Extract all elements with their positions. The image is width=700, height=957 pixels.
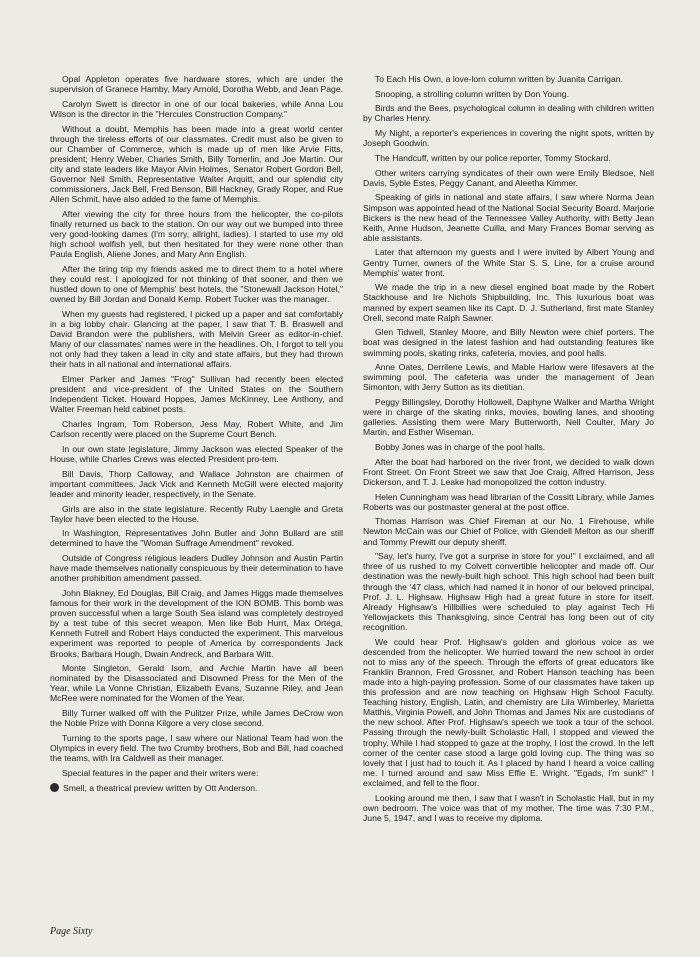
paragraph: Special features in the paper and their writers were: (62, 767, 259, 778)
paragraph: The Handcuff, written by our police reporter, Tommy Stockard. (375, 152, 611, 163)
paragraph: Billy Turner walked off with the Pulitzer Prize, while James DeCrow won the Noble Prize with Donna Kilgore a very close second. (50, 708, 343, 729)
paragraph: Carolyn Swett is director in one of our local bakeries, while Anna Lou Wilson is the director in the "Hercules Construction Company." (50, 98, 343, 119)
paragraph: John Blakney, Ed Douglas, Bill Craig, and James Higgs made themselves famous for their work in the development of the ION BOMB. This bomb was proven successful when a large South Sea island was completely destroyed by a test tube of this secret weapon. Men like Bob Hurrt, Max Ortega, Kenneth Futrell and Robert Hays conducted the experiment. This marvelous experiment was reported to people of America by correspondents Jack Brooks, Barbara Hough, Dwain Andreck, and Barbara Witt. (50, 587, 343, 659)
page-number: Page Sixty (50, 926, 93, 937)
paragraph: In Washington, Representatives John Butler and John Bullard are still determined to have the "Woman Suffrage Amendment" revoked. (50, 528, 343, 549)
paragraph: Opal Appleton operates five hardware stores, which are under the supervision of Granece Hamby, Mary Arnold, Dorotha Webb, and Jean Page. (50, 74, 343, 95)
left-column (50, 74, 343, 797)
paragraph-text: Smell, a theatrical preview written by Ott Anderson. (63, 782, 258, 793)
paragraph: To Each His Own, a love-lorn column written by Juanita Carrigan. (375, 74, 623, 84)
paragraph: We made the trip in a new diesel engined boat made by the Robert Stackhouse and Ire Nichols Shipbuilding, Inc. This luxurious boat was manned by expert seamen like its Capt. D. J. Sutherland, first mate Stanley Orell, second mate Ralph Sawner. (363, 282, 654, 323)
paragraph: Bill Davis, Thorp Calloway, and Wallace Johnston are chairmen of important committees. Jack Vick and Kenneth McGill were elected majority leader and minority leader, respectively, in the Senate. (50, 468, 343, 499)
paragraph: Girls are also in the state legislature. Recently Ruby Laengle and Greta Taylor have been elected to the House. (50, 503, 343, 524)
paragraph: Monte Singleton, Gerald Isom, and Archie Martin have all been nominated by the Disassociated and Disowned Press for the Men of the Year, while La Vonne Christian, Elizabeth Evans, Suzanne Riley, and Jean McRee were nominated for the Women of the Year. (50, 663, 343, 704)
paragraph: Anne Oates, Derrilene Lewis, and Mable Harlow were lifesavers at the swimming pool. The cafeteria was under the management of Jean Simonton, with Jerry Sutton as its dietitian. (363, 362, 654, 393)
paragraph: Bobby Jones was in charge of the pool halls. (375, 442, 546, 453)
paragraph: In our own state legislature, Jimmy Jackson was elected Speaker of the House, while Charles Crews was elected President pro-tem. (50, 443, 343, 464)
paragraph: "Say, let's hurry, I've got a surprise in store for you!" I exclaimed, and all three of us rushed to my Colvett convertible helicopter and made off. Our destination was the newly-built high school. This high school had been built through the '47 class, which had named it in honor of our beloved principal, Prof. J. L. Highsaw. Highsaw High had a great future in store for itself. Already Highsaw's Hillbillies were scheduled to play against Tech Hi Yellowjackets this Thanksgiving, since Central has long been out of city recognition. (363, 551, 654, 632)
paragraph: After the boat had harbored on the river front, we decided to walk down Front Street. On Front Street we saw that Joe Craig, Alfred Harrison, Jess Dickerson, and T. J. Leake had monopolized the cotton industry. (363, 456, 654, 487)
right-column (363, 74, 654, 827)
paragraph: Thomas Harrison was Chief Fireman at our No. 1 Firehouse, while Newton McCain was our Chief of Police, with Glendell Melton as our sheriff and Tommy Prewitt our deputy sheriff. (363, 516, 654, 547)
paragraph: Turning to the sports page, I saw where our National Team had won the Olympics in every field. The two Crumby brothers, Bob and Bill, had coached the teams, with Ira Caldwell as their manager. (50, 732, 343, 764)
paragraph: Looking around me then, I saw that I wasn't in Scholastic Hall, but in my own bedroom. The voice was that of my mother. The time was 7:30 P.M., June 5, 1947, and I was to receive my diploma. (363, 792, 654, 823)
paragraph: My Night, a reporter's experiences in covering the night spots, written by Joseph Goodwin. (363, 128, 654, 149)
paragraph: Outside of Congress religious leaders Dudley Johnson and Austin Partin have made themselves nationally conspicuous by their determination to have another prohibition amendment passed. (50, 553, 343, 584)
paragraph: We could hear Prof. Highsaw's golden and glorious voice as we descended from the helicopter. We hurried toward the new school in order not to miss any of the speech. Through the efforts of great educators like Franklin Brannon, Fred Grossner, and Robert Hanson teaching has been made into a high-paying profession. Some of our classmates have taken up this profession and are now teaching on Highsaw High School Faculty. Teaching history, English, Latin, and chemistry are Lila Wimberley, Marietta Matthis, Virginia Powell, and John Thomas and James Nix are custodians of the new school. After Prof. Highsaw's speech we took a tour of the school. Passing through the newly-built Scholastic Hall, I stopped and viewed the trophy. While I had stopped to gaze at the trophy, I lost the crowd. In the left corner of the center case stood a large gold loving cup. The thing was so lovely that I just had to touch it. As I placed by hand I heard a voice calling me. I turned around and saw Miss Effie E. Wright. "Egads, I'm sunk!" I exclaimed, and fell to the floor. (363, 636, 654, 788)
paragraph: Other writers carrying syndicates of their own were Emily Bledsoe, Nell Davis, Syble Estes, Peggy Canant, and Aleetha Kimmer. (363, 167, 654, 188)
paragraph: Birds and the Bees, psychological column in dealing with children written by Charles Henry. (363, 103, 654, 124)
paragraph: Peggy Billingsley, Dorothy Hollowell, Daphyne Walker and Martha Wright were in charge of the skating rinks, movies, bowling lanes, and shooting galleries. Assisting them were Mary Butterworth, Nell Coulter, Mary Jo Martin, and Esther Wiseman. (363, 397, 654, 438)
bullet-icon (50, 783, 59, 792)
paragraph: Charles Ingram, Tom Roberson, Jess May, Robert White, and Jim Carlson recently were placed on the Supreme Court Bench. (50, 419, 343, 440)
column-gutter (353, 74, 354, 924)
paragraph: After viewing the city for three hours from the helicopter, the co-pilots finally returned us back to the station. On our way out we bumped into three very good-looking dames (I'm sorry, allright, ladies). I started to use my old high school wolfish yell, but then hesitated for they were none other than Paula English, Aliene Jones, and Mary Ann English. (50, 208, 343, 260)
paragraph: Without a doubt, Memphis has been made into a great world center through the tireless efforts of our classmates. Credit must also be given to our Chamber of Commerce, which is made up of men like Arvie Fitts, president; Henry Weber, Charles Smith, Billy Tomerlin, and Joe Martin. Our city and state leaders like Mayor Alvin Holmes, Senator Robert Gordon Bell, Governor Neil Smith, Representative Walter Arquitt, and our splendid city commissioners, Jack Bell, Fred Benson, Bill Hackney, Grady Roper, and Rue Allen Schmit, have also added to the fame of Memphis. (50, 123, 343, 205)
paragraph: Snooping, a strolling column written by Don Young. (375, 88, 569, 99)
paragraph: Elmer Parker and James "Frog" Sullivan had recently been elected president and vice-president of the United States on the Southern Independent Ticket. Howard Hoppes, James McKinney, Lee Anthony, and Walter Freeman held cabinet posts. (50, 374, 343, 415)
paragraph: Helen Cunningham was head librarian of the Cossitt Library, while James Roberts was our postmaster general at the post office. (363, 491, 654, 512)
paragraph: Speaking of girls in national and state affairs, I saw where Norma Jean Simpson was appointed head of the National Social Security Board. Marjorie Bickers is the new head of the Tennessee Valley Authority, with Betty Jean Keith, Anne Hudson, Jeanette Cuilla, and Mary Frances Bomar serving as able assistants. (363, 192, 654, 243)
paragraph-with-bullet (50, 783, 343, 793)
paragraph: Later that afternoon my guests and I were invited by Albert Young and Gentry Turner, owners of the White Star S. S. Line, for a cruise around Memphis' water front. (363, 247, 654, 278)
paragraph: Glen Tidwell, Stanley Moore, and Billy Newton were chief porters. The boat was designed in the latest fashion and had outstanding features like swimming pools, skating rinks, cafeteria, movies, and pool halls. (363, 327, 654, 358)
paragraph: When my guests had registered, I picked up a paper and sat comfortably in a big lobby chair. Glancing at the paper, I saw that T. B. Braswell and David Brandon were the publishers, with Melvin Greer as editor-in-chief. Many of our classmates' names were in the headlines. Oh, I forgot to tell you not only had they taken a lead in city and state affairs, but they had thrown their hats in all national and international affairs. (50, 308, 343, 370)
paragraph: After the tiring trip my friends asked me to direct them to a hotel where they could rest. I apologized for not thinking of that sooner, and then we hustled down to one of Memphis' best hotels, the "Stonewall Jackson Hotel," owned by Bill Jordan and Donald Kemp. Robert Tucker was the manager. (50, 263, 343, 305)
